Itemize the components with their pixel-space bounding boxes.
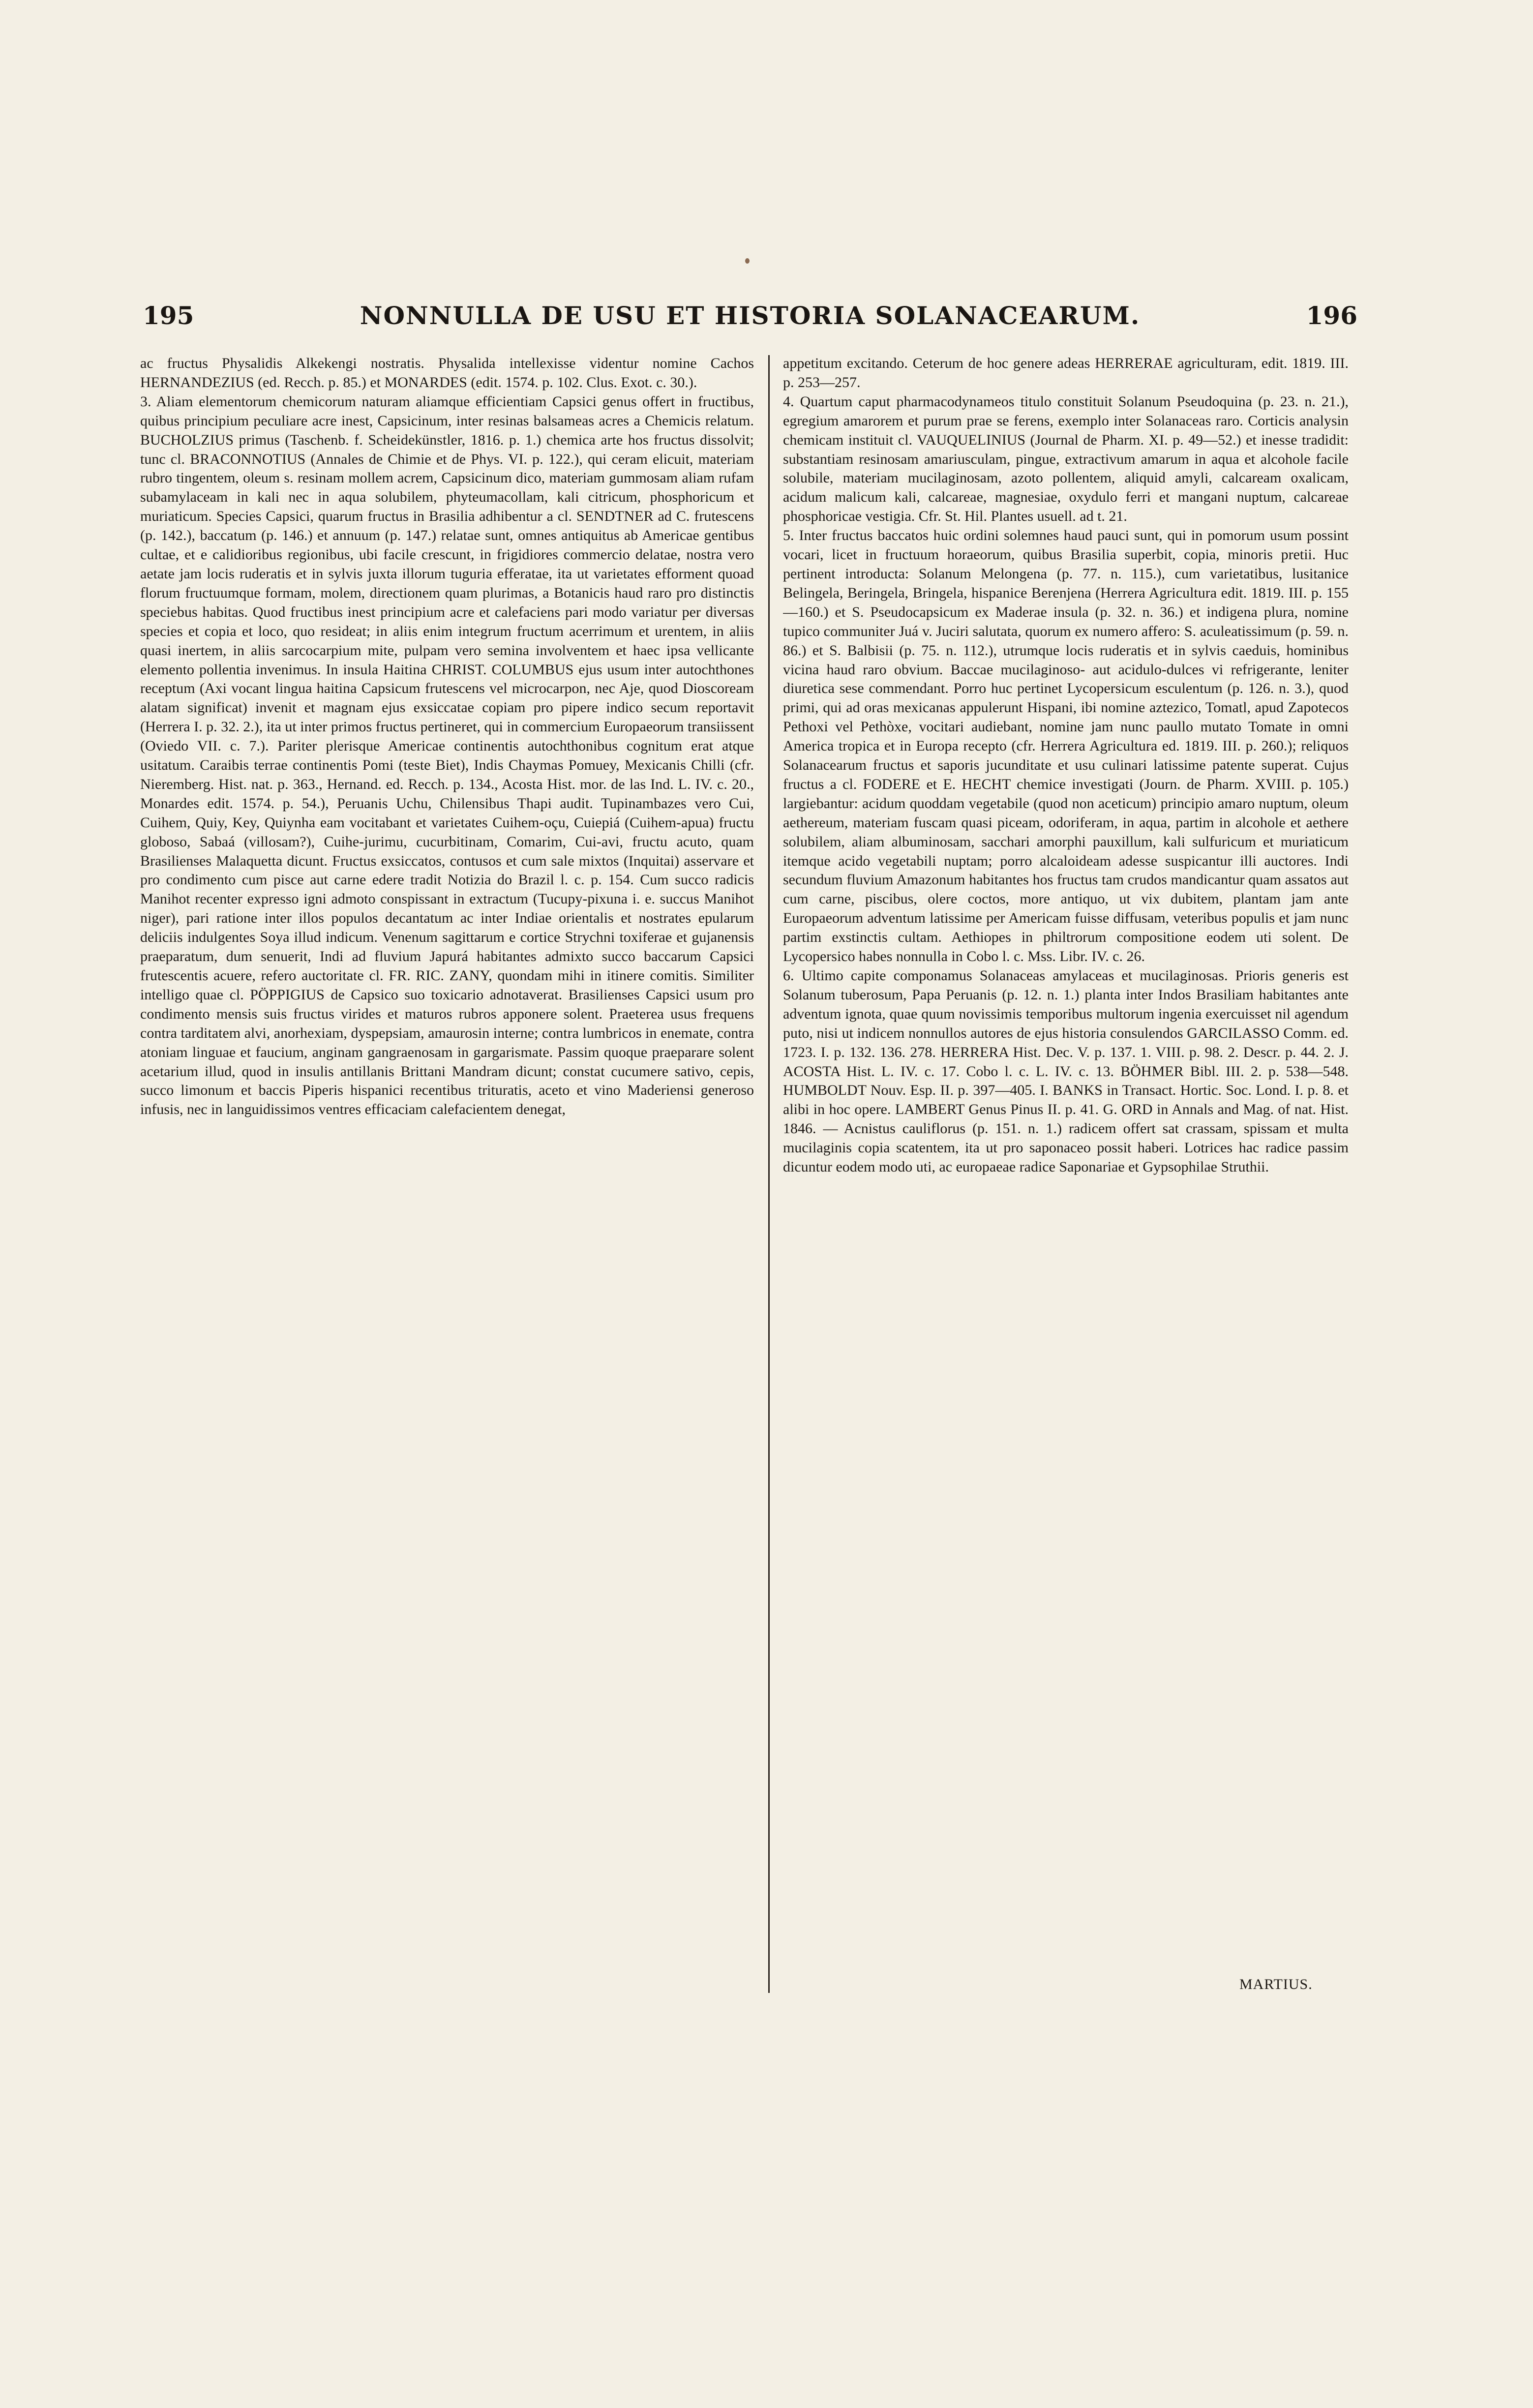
author-signature: MARTIUS. [1239,1976,1313,1992]
left-text-column [140,354,754,2017]
running-title: NONNULLA DE USU ET HISTORIA SOLANACEARUM. [360,301,1141,330]
paragraph: 4. Quartum caput pharmacodynameos titulo constituit Solanum Pseudoquina (p. 23. n. 21.), egregium amarorem et purum prae se ferens, exemplo inter Solanaceas raro. Corticis analysin chemicam instituit cl. VAUQUELINIUS (Journal de Pharm. XI. p. 49—52.) et inesse tradidit: substantiam resinosam amariusculam, pingue, extractivum amarum in aqua et alcohole facile solubile, materiam mucilaginosam, azoto pollentem, aliquid amyli, calcaream oxalicam, acidum malicum kali, calcareae, magnesiae, oxydulo ferri et mangani nuptum, calcareae phosphoricae vestigia. Cfr. St. Hil. Plantes usuell. ad t. 21. [783,393,1349,525]
ink-speck [745,258,750,264]
paragraph: 6. Ultimo capite componamus Solanaceas amylaceas et mucilaginosas. Prioris generis est Solanum tuberosum, Papa Peruanis (p. 12. n. 1.) planta inter Indos Brasiliam habitantes ante adventum ignota, quae quum novissimis temporibus multorum ingenia exercuisset nil agendum puto, nisi ut indicem nonnullos autores de ejus historia consulendos GARCILASSO Comm. ed. 1723. I. p. 132. 136. 278. HERRERA Hist. Dec. V. p. 137. 1. VIII. p. 98. 2. Descr. p. 44. 2. J. ACOSTA Hist. L. IV. c. 17. Cobo l. c. L. IV. c. 13. BÖHMER Bibl. III. 2. p. 538—548. HUMBOLDT Nouv. Esp. II. p. 397—405. I. BANKS in Transact. Hortic. Soc. Lond. I. p. 8. et alibi in hoc opere. LAMBERT Genus Pinus II. p. 41. G. ORD in Annals and Mag. of nat. Hist. 1846. — Acnistus cauliflorus (p. 151. n. 1.) radicem offert sat crassam, spissam et multa mucilaginis copia scatentem, ita ut pro saponaceo possit haberi. Lotrices hac radice passim dicuntur eodem modo uti, ac europaeae radice Saponariae et Gypsophilae Struthii. [783,967,1349,1175]
running-header [143,301,1357,335]
page-number-right: 196 [1306,301,1357,330]
paragraph: 3. Aliam elementorum chemicorum naturam aliamque efficientiam Capsici genus offert in fructibus, quibus principium peculiare acre inest, Capsicinum, inter resinas balsameas acres a Chemicis relatum. BUCHOLZIUS primus (Taschenb. f. Scheidekünstler, 1816. p. 1.) chemica arte hos fructus dissolvit; tunc cl. BRACONNOTIUS (Annales de Chimie et de Phys. VI. p. 122.), qui ceram elicuit, materiam rubro tingentem, oleum s. resinam mollem acrem, Capsicinum dico, materiam gummosam aliam rufam subamylaceam in kali nec in aqua solubilem, phyteumacollam, kali citricum, phosphoricum et muriaticum. Species Capsici, quarum fructus in Brasilia adhibentur a cl. SENDTNER ad C. frutescens (p. 142.), baccatum (p. 146.) et annuum (p. 147.) relatae sunt, omnes antiquitus ab Americae gentibus cultae, et e calidioribus regionibus, ubi facile crescunt, in frigidiores commercio delatae, nostra vero aetate jam locis ruderatis et in sylvis juxta illorum tuguria efferatae, ita ut varietates efforment quoad florum fructuumque formam, molem, directionem quam plurimas, a Botanicis haud raro pro distinctis speciebus habitas. Quod fructibus inest principium acre et calefaciens pari modo variatur per diversas species et copia et loco, quo resideat; in aliis enim integrum fructum acerrimum et urentem, in aliis quasi inertem, in aliis sarcocarpium mite, pulpam vero semina involventem et haec ipsa vellicante elemento pollentia invenimus. In insula Haitina CHRIST. COLUMBUS ejus usum inter autochthones receptum (Axi vocant lingua haitina Capsicum frutescens vel microcarpon, nec Aje, quod Dioscoream alatam significat) invenit et magnam ejus exsiccatae copiam pro pipere indico secum reportavit (Herrera I. p. 32. 2.), ita ut inter primos fructus pertineret, qui in commercium Europaeorum transiissent (Oviedo VII. c. 7.). Pariter plerisque Americae continentis autochthonibus cognitum erat atque usitatum. Caraibis terrae continentis Pomi (teste Biet), Indis Chaymas Pomuey, Mexicanis Chilli (cfr. Nieremberg. Hist. nat. p. 363., Hernand. ed. Recch. p. 134., Acosta Hist. mor. de las Ind. L. IV. c. 20., Monardes edit. 1574. p. 54.), Peruanis Uchu, Chilensibus Thapi audit. Tupinambazes vero Cui, Cuihem, Quiy, Key, Quiynha eam vocitabant et varietates Cuihem-oçu, Cuiepiá (Cuihem-apua) fructu globoso, Sabaá (villosam?), Cuihe-jurimu, cucurbitinam, Comarim, Cui-avi, fructu acuto, quam Brasilienses Malaquetta dicunt. Fructus exsiccatos, contusos et cum sale mixtos (Inquitai) asservare et pro condimento cum pisce aut carne edere tradit Notizia do Brazil l. c. p. 154. Cum succo radicis Manihot recenter expresso igni admoto conspissant in extractum (Tucupy-pixuna i. e. succus Manihot niger), pari ratione inter illos populos decantatum ac inter Indiae orientalis et nostrates epularum deliciis indulgentes Soya illud indicum. Venenum sagittarum e cortice Strychni toxiferae et gujanensis praeparatum, dum senuerit, Indi ad fluvium Japurá habitantes admixto succo baccarum Capsici frutescentis acuere, refero auctoritate cl. FR. RIC. ZANY, quondam mihi in itinere comitis. Similiter intelligo quae cl. PÖPPIGIUS de Capsico suo toxicario adnotaverat. Brasilienses Capsici usum pro condimento mensis suis fructus virides et maturos rubros apponere solent. Praeterea usus frequens contra tarditatem alvi, anorhexiam, dyspepsiam, amaurosin interne; contra lumbricos in enemate, contra atoniam linguae et faucium, anginam gangraenosam in gargarismate. Passim quoque praeparare solent acetarium illud, quod in insulis antillanis Brittani Mandram dicunt; constat cucumere sativo, cepis, succo limonum et baccis Piperis hispanici recentibus trituratis, aceto et vino Maderiensi generoso infusis, nec in languidissimos ventres efficaciam calefacientem denegat, [140,393,754,1118]
paragraph: ac fructus Physalidis Alkekengi nostratis. Physalida intellexisse videntur nomine Cachos HERNANDEZIUS (ed. Recch. p. 85.) et MONARDES (edit. 1574. p. 102. Clus. Exot. c. 30.). [140,355,754,391]
right-text-column [783,354,1349,2017]
paragraph: 5. Inter fructus baccatos huic ordini solemnes haud pauci sunt, qui in pomorum usum possint vocari, licet in fructuum horaeorum, quibus Brasilia superbit, copia, minoris pretii. Huc pertinent introducta: Solanum Melongena (p. 77. n. 115.), cum varietatibus, lusitanice Belingela, Beringela, Bringela, hispanice Berenjena (Herrera Agricultura edit. 1819. III. p. 155—160.) et S. Pseudocapsicum ex Maderae insula (p. 32. n. 36.) et indigena plura, nomine tupico communiter Juá v. Juciri salutata, quorum ex numero affero: S. aculeatissimum (p. 59. n. 86.) et S. Balbisii (p. 75. n. 112.), utrumque locis ruderatis et in sylvis caeduis, hominibus vicina haud raro obvium. Baccae mucilaginoso- aut acidulo-dulces vi refrigerante, leniter diuretica sese commendant. Porro huc pertinet Lycopersicum esculentum (p. 126. n. 3.), quod primi, qui ad oras mexicanas appulerunt Hispani, ibi nomine aztezico, Tomatl, apud Zapotecos Pethoxi vel Pethòxe, vocitari audiebant, nomine jam nunc paullo mutato Tomate in omni America tropica et in Europa recepto (cfr. Herrera Agricultura ed. 1819. III. p. 260.); reliquos Solanacearum fructus et saporis jucunditate et usu culinari latissime patente superat. Cujus fructus a cl. FODERE et E. HECHT chemice investigati (Journ. de Pharm. XVIII. p. 105.) largiebantur: acidum quoddam vegetabile (quod non aceticum) principio amaro nuptum, oleum aethereum, materiam fuscam quasi piceam, odoriferam, in aqua, partim in alcohole et aethere solubilem, aliam albuminosam, sacchari amorphi pauxillum, kali sulfuricum et muriaticum itemque acido vegetabili nuptam; porro alcaloideam adesse suspicantur illi auctores. Indi secundum fluvium Amazonum habitantes hos fructus tam crudos mandicantur quam assatos aut cum carne, piscibus, olere coctos, more antiquo, ut vix dubitem, plantam jam ante Europaeorum adventum latissime per Americam fuisse diffusam, veteribus populis et jam nunc partim exstinctis cultam. Aethiopes in philtrorum compositione eodem uti solent. De Lycopersico habes nonnulla in Cobo l. c. Mss. Libr. IV. c. 26. [783,527,1349,965]
column-divider [768,355,770,1993]
page-number-left: 195 [143,301,194,330]
paragraph: appetitum excitando. Ceterum de hoc genere adeas HERRERAE agriculturam, edit. 1819. III. p. 253—257. [783,355,1349,391]
